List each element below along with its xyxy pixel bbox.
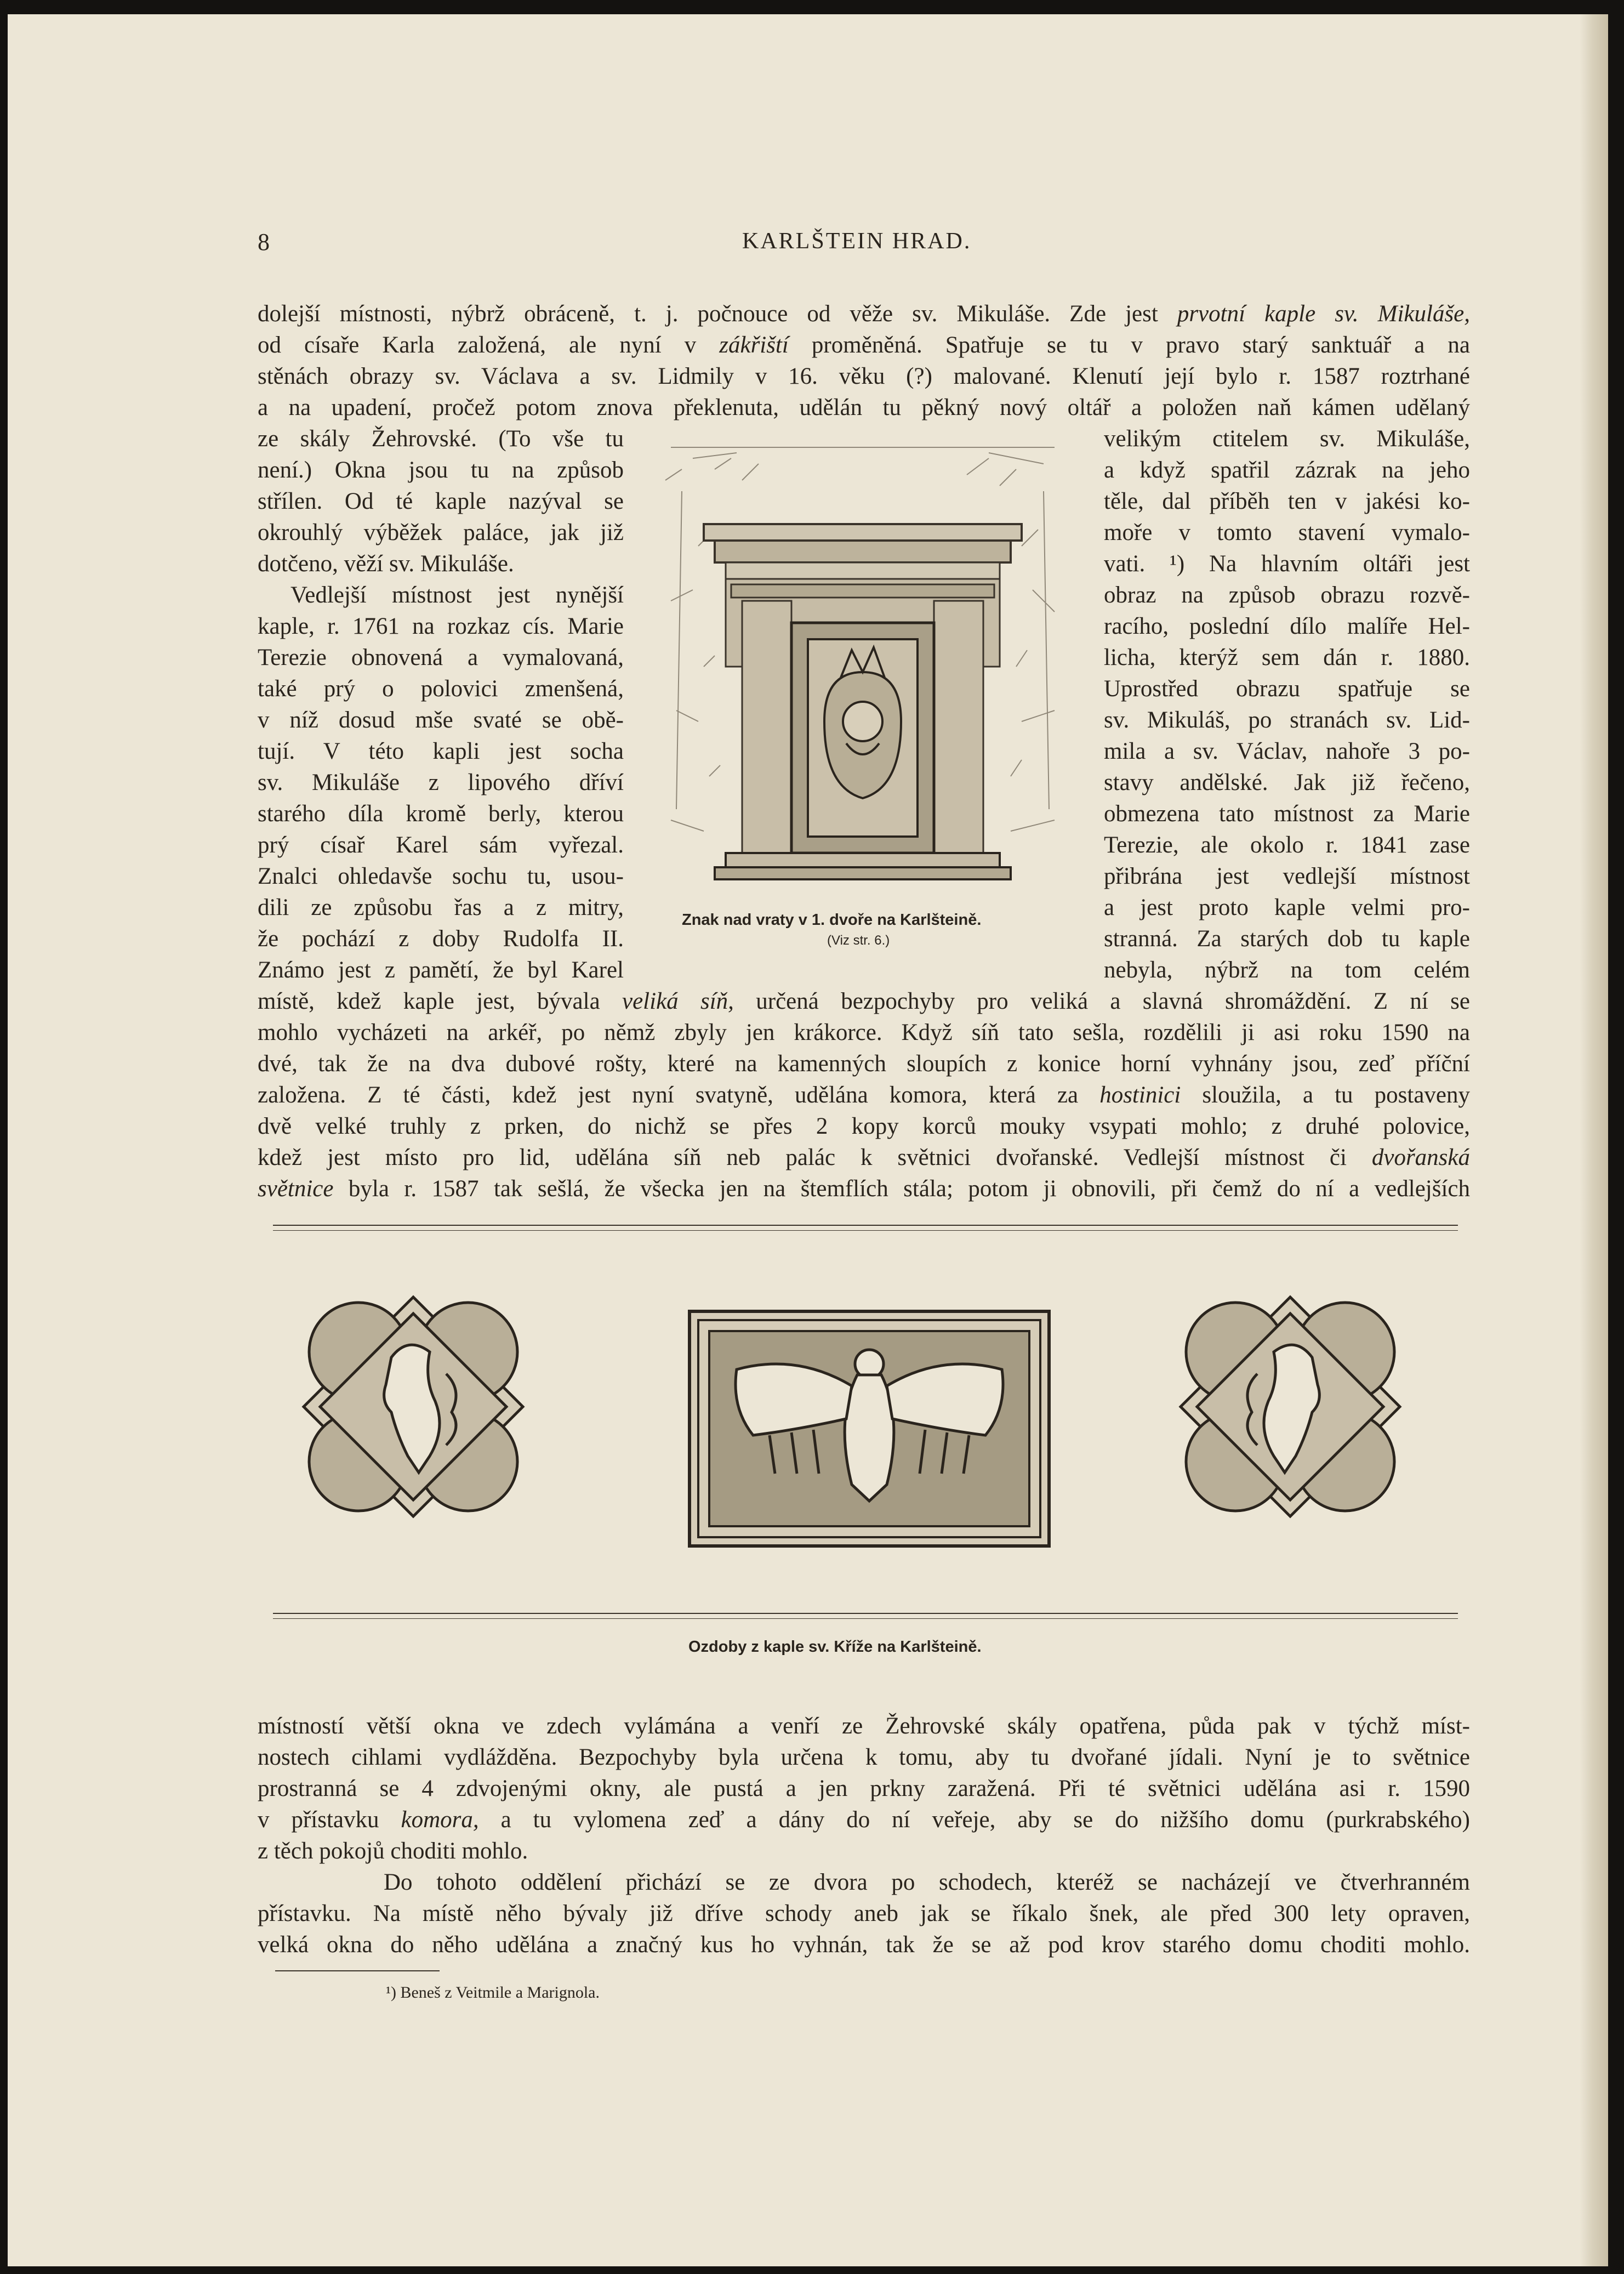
text-line: kaple, r. 1761 na rozkaz cís. Marie: [258, 613, 624, 639]
text-line: sv. Mikuláše z lipového dříví: [258, 770, 624, 795]
text-line: dvé, tak že na dva dubové rošty, které na kamenných sloupích z konice horní vyhnány jsou, zeď příční: [258, 1051, 1470, 1077]
text-line: místě, kdež kaple jest, bývala veliká síň, určená bezpochyby pro veliká a slavná shromáždění. Z ní se: [258, 988, 1471, 1014]
text-line: prý císař Karel sám vyřezal.: [258, 832, 624, 858]
text-line: vati. ¹) Na hlavním oltáři jest: [1104, 551, 1470, 577]
text-line: dvě velké truhly z prken, do nichž se přes 2 kopy korců mouky vsypati mohlo; z druhé polovice,: [258, 1113, 1470, 1139]
text-line: a na upadení, pročež potom znova překlenuta, udělán tu pěkný nový oltář a položen naň kámen udělaný: [258, 395, 1470, 420]
text-line: velikým ctitelem sv. Mikuláše,: [1104, 426, 1470, 452]
text-line: velká okna do něho udělána a značný kus ho vyhnán, tak že se až pod krov starého domu choditi mohlo.: [258, 1932, 1470, 1958]
text-line: obraz na způsob obrazu rozvě-: [1104, 582, 1470, 608]
text-line: přibrána jest vedlejší místnost: [1104, 863, 1470, 889]
running-head: KARLŠTEIN HRAD.: [742, 229, 972, 254]
text-line: Terezie, ale okolo r. 1841 zase: [1104, 832, 1470, 858]
text-line: racího, poslední dílo malíře Hel-: [1104, 613, 1470, 639]
text-line: v přístavku komora, a tu vylomena zeď a dány do ní veřeje, aby se do nižšího domu (purkrabského): [258, 1807, 1470, 1833]
rule-bottom-2: [273, 1618, 1458, 1619]
text-line: a jest proto kaple velmi pro-: [1104, 895, 1470, 920]
text-line: dili ze způsobu řas a z mitry,: [258, 895, 624, 920]
text-line: tují. V této kapli jest socha: [258, 738, 624, 764]
text-line: nostech cihlami vydlážděna. Bezpochyby byla určena k tomu, aby tu dvořané jídali. Nyní je to světnice: [258, 1744, 1470, 1770]
text-line: místností větší okna ve zdech vylámána a venří ze Žehrovské skály opatřena, půda pak v týchž míst-: [258, 1713, 1470, 1739]
text-line: založena. Z té části, kdež jest nyní svatyně, udělána komora, která za hostinici sloužila, a tu postaveny: [258, 1082, 1470, 1108]
page: [8, 14, 1608, 2266]
text-line: dotčeno, věží sv. Mikuláše.: [258, 551, 514, 577]
text-line: Uprostřed obrazu spatřuje se: [1104, 676, 1470, 702]
text-line: moře v tomto stavení vymalo-: [1104, 520, 1470, 545]
text-line: od císaře Karla založená, ale nyní v zákřiští proměněná. Spatřuje se tu v pravo starý sanktuář a na: [258, 332, 1471, 358]
text-line: a když spatřil zázrak na jeho: [1104, 457, 1470, 483]
ornament-eagle-center: [687, 1309, 1051, 1548]
text-line: okrouhlý výběžek paláce, jak již: [258, 520, 624, 545]
text-line: těle, dal příběh ten v jakési ko-: [1104, 488, 1470, 514]
text-line: Do tohoto oddělení přichází se ze dvora po schodech, kteréž se nacházejí ve čtverhranném: [384, 1869, 1470, 1895]
text-line: z těch pokojů choditi mohlo.: [258, 1838, 528, 1864]
text-line: střílen. Od té kaple nazýval se: [258, 488, 624, 514]
text-line: že pochází z doby Rudolfa II.: [258, 926, 624, 952]
text-line: stavy andělské. Jak již řečeno,: [1104, 770, 1470, 795]
rule-top-1: [273, 1225, 1458, 1226]
text-line: světnice byla r. 1587 tak sešlá, že všecka jen na štemflích stála; potom ji obnovili, při čemž do ní a vedlejších: [258, 1176, 1470, 1202]
text-line: licha, kterýž sem dán r. 1880.: [1104, 645, 1470, 670]
text-line: stěnách obrazy sv. Václava a sv. Lidmily v 16. věku (?) malované. Klenutí její bylo r. 1587 roztrhané: [258, 363, 1470, 389]
footnote: ¹) Beneš z Veitmile a Marignola.: [386, 1983, 600, 2002]
text-line: mohlo vycházeti na arkéř, po němž zbyly jen krákorce. Když síň tato sešla, rozdělili ji asi roku 1590 na: [258, 1020, 1470, 1045]
portal-coat-of-arms-illustration: [660, 436, 1065, 886]
text-line: přístavku. Na místě něho bývaly již dříve schody aneb jak se říkalo šnek, ale před 300 lety opraven,: [258, 1901, 1470, 1926]
figure-caption: Znak nad vraty v 1. dvoře na Karlšteině.: [682, 911, 982, 929]
text-line: Vedlejší místnost jest nynější: [290, 582, 624, 608]
text-line: nebyla, nýbrž na tom celém: [1104, 957, 1470, 983]
ornament-lion-left: [298, 1292, 528, 1522]
text-line: obmezena tato místnost za Marie: [1104, 801, 1470, 827]
ornaments-caption: Ozdoby z kaple sv. Kříže na Karlšteině.: [688, 1638, 982, 1656]
text-line: Známo jest z pamětí, že byl Karel: [258, 957, 624, 983]
text-line: není.) Okna jsou tu na způsob: [258, 457, 624, 483]
text-line: mila a sv. Václav, nahoře 3 po-: [1104, 738, 1470, 764]
text-line: starého díla kromě berly, kterou: [258, 801, 624, 827]
text-line: v níž dosud mše svaté se obě-: [258, 707, 624, 733]
figure-reference: (Viz str. 6.): [827, 933, 890, 948]
text-line: stranná. Za starých dob tu kaple: [1104, 926, 1470, 952]
text-line: ze skály Žehrovské. (To vše tu: [258, 426, 624, 452]
rule-top-2: [273, 1230, 1458, 1231]
text-line: také prý o polovici zmenšená,: [258, 676, 624, 702]
text-line: prostranná se 4 zdvojenými okny, ale pustá a jen prkny zaražená. Při té světnici udělána asi r. 1590: [258, 1776, 1470, 1801]
text-line: Znalci ohledavše sochu tu, usou-: [258, 863, 624, 889]
text-line: kdež jest místo pro lid, udělána síň neb palác k světnici dvořanské. Vedlejší místnost či dvořanská: [258, 1145, 1470, 1170]
rule-bottom-1: [273, 1613, 1458, 1614]
book-spine-shadow: [1580, 14, 1608, 2266]
page-number: 8: [258, 229, 270, 255]
text-line: dolejší místnosti, nýbrž obráceně, t. j. počnouce od věže sv. Mikuláše. Zde jest prvotní kaple sv. Mikuláše,: [258, 301, 1471, 327]
footnote-rule: [275, 1970, 440, 1971]
ornament-lion-right: [1175, 1292, 1405, 1522]
text-line: sv. Mikuláš, po stranách sv. Lid-: [1104, 707, 1470, 733]
text-line: Terezie obnovená a vymalovaná,: [258, 645, 624, 670]
